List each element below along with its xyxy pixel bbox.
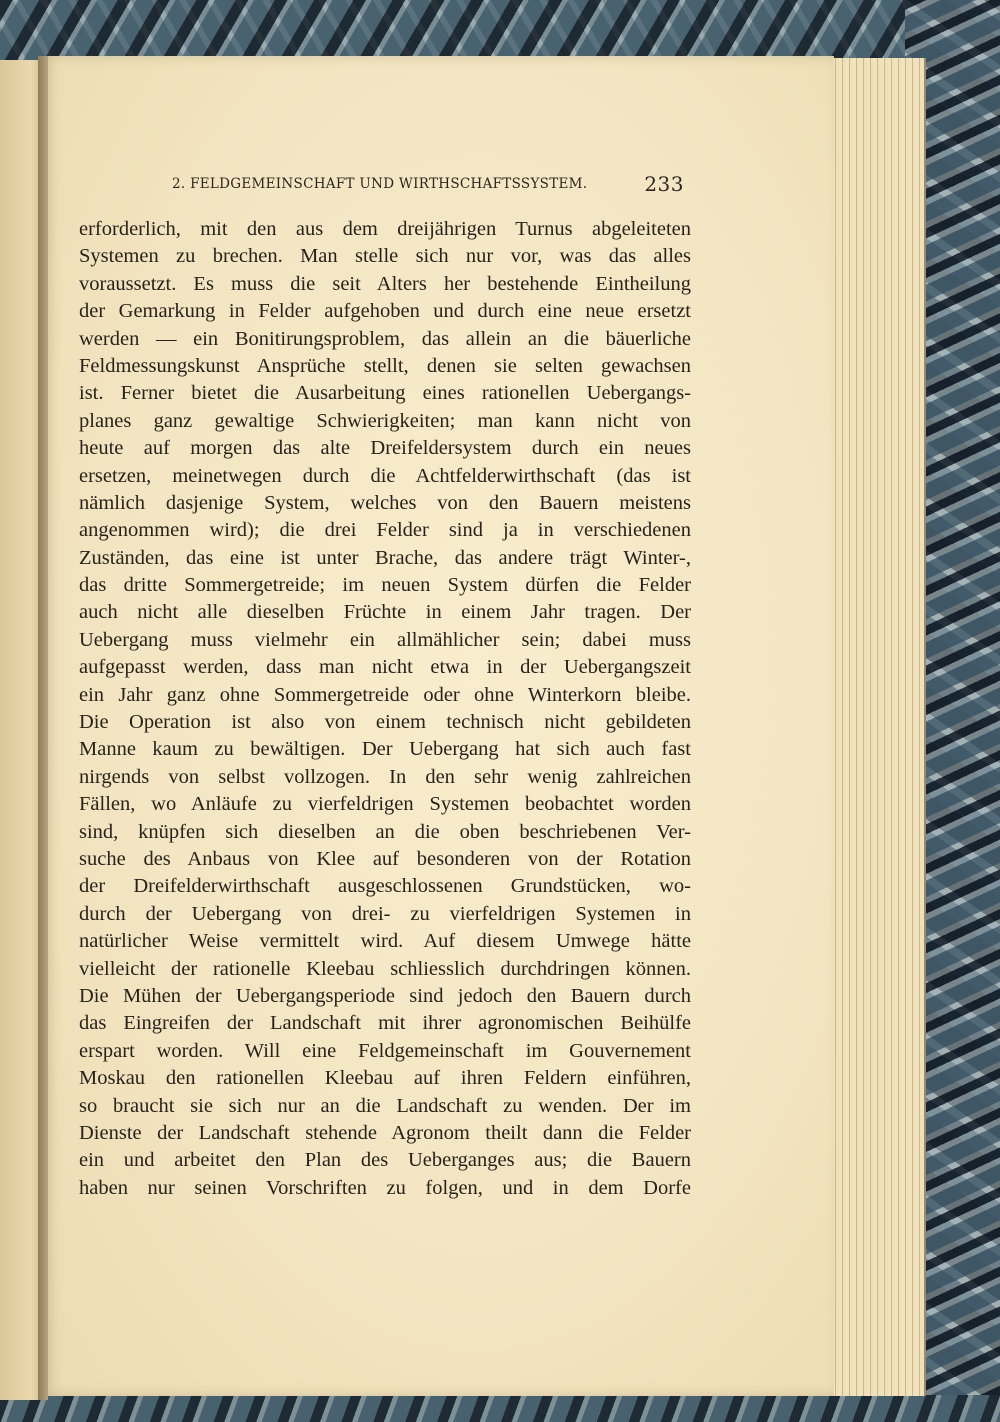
marbled-endpaper-bottom — [0, 1395, 1000, 1422]
text-line: das Eingreifen der Landschaft mit ihrer agronomischen Beihülfe — [79, 1012, 691, 1035]
text-line: Dienste der Landschaft stehende Agronom theilt dann die Felder — [79, 1121, 691, 1144]
marbled-endpaper-top — [0, 0, 1000, 62]
text-line: nämlich dasjenige System, welches von den Bauern meistens — [79, 491, 691, 514]
text-line: suche des Anbaus von Klee auf besonderen von der Rotation — [79, 847, 691, 870]
text-line: ein und arbeitet den Plan des Ueberganges aus; die Bauern — [79, 1149, 691, 1172]
running-head-title: 2. FELDGEMEINSCHAFT UND WIRTHSCHAFTSSYSTEM. — [172, 176, 588, 192]
text-line: haben nur seinen Vorschriften zu folgen, und in dem Dorfe — [79, 1176, 691, 1199]
text-line: Manne kaum zu bewältigen. Der Uebergang hat sich auch fast — [79, 738, 691, 761]
text-line: der Dreifelderwirthschaft ausgeschlossenen Grundstücken, wo- — [79, 875, 691, 898]
page-edge-stack — [832, 58, 926, 1396]
text-line: ein Jahr ganz ohne Sommergetreide oder ohne Winterkorn bleibe. — [79, 683, 691, 706]
text-line: Fällen, wo Anläufe zu vierfeldrigen Systemen beobachtet worden — [79, 793, 691, 816]
body-text — [79, 216, 691, 1202]
book-gutter — [38, 56, 48, 1400]
text-line: nirgends von selbst vollzogen. In den sehr wenig zahlreichen — [79, 765, 691, 788]
text-line: der Gemarkung in Felder aufgehoben und durch eine neue ersetzt — [79, 300, 691, 323]
text-line: ist. Ferner bietet die Ausarbeitung eines rationellen Uebergangs- — [79, 382, 691, 405]
text-line: natürlicher Weise vermittelt wird. Auf diesem Umwege hätte — [79, 930, 691, 953]
text-line: heute auf morgen das alte Dreifeldersystem durch ein neues — [79, 437, 691, 460]
text-line: sind, knüpfen sich dieselben an die oben beschriebenen Ver- — [79, 820, 691, 843]
text-line: aufgepasst werden, dass man nicht etwa in der Uebergangszeit — [79, 656, 691, 679]
text-line: das dritte Sommergetreide; im neuen System dürfen die Felder — [79, 574, 691, 597]
text-line: angenommen wird); die drei Felder sind ja in verschiedenen — [79, 519, 691, 542]
text-line: Die Operation ist also von einem technisch nicht gebildeten — [79, 711, 691, 734]
page-number: 233 — [644, 172, 684, 196]
text-line: Feldmessungskunst Ansprüche stellt, denen sie selten gewachsen — [79, 354, 691, 377]
text-line: durch der Uebergang von drei- zu vierfeldrigen Systemen in — [79, 902, 691, 925]
running-head — [172, 172, 690, 200]
text-line: erspart worden. Will eine Feldgemeinschaft im Gouvernement — [79, 1039, 691, 1062]
text-line: Die Mühen der Uebergangsperiode sind jedoch den Bauern durch — [79, 984, 691, 1007]
text-line: erforderlich, mit den aus dem dreijährigen Turnus abgeleiteten — [79, 218, 691, 240]
text-line: Uebergang muss vielmehr ein allmählicher sein; dabei muss — [79, 628, 691, 651]
text-line: ersetzen, meinetwegen durch die Achtfelderwirthschaft (das ist — [79, 464, 691, 487]
text-line: Systemen zu brechen. Man stelle sich nur vor, was das alles — [79, 245, 691, 268]
text-line: werden — ein Bonitirungsproblem, das allein an die bäuerliche — [79, 327, 691, 350]
text-line: Moskau den rationellen Kleebau auf ihren Feldern einführen, — [79, 1067, 691, 1090]
text-line: voraussetzt. Es muss die seit Alters her bestehende Eintheilung — [79, 272, 691, 295]
text-line: vielleicht der rationelle Kleebau schliesslich durchdringen können. — [79, 957, 691, 980]
text-line: so braucht sie sich nur an die Landschaft zu wenden. Der im — [79, 1094, 691, 1117]
text-line: planes ganz gewaltige Schwierigkeiten; man kann nicht von — [79, 409, 691, 432]
text-line: auch nicht alle dieselben Früchte in einem Jahr tragen. Der — [79, 601, 691, 624]
text-line: Zuständen, das eine ist unter Brache, das andere trägt Winter-, — [79, 546, 691, 569]
